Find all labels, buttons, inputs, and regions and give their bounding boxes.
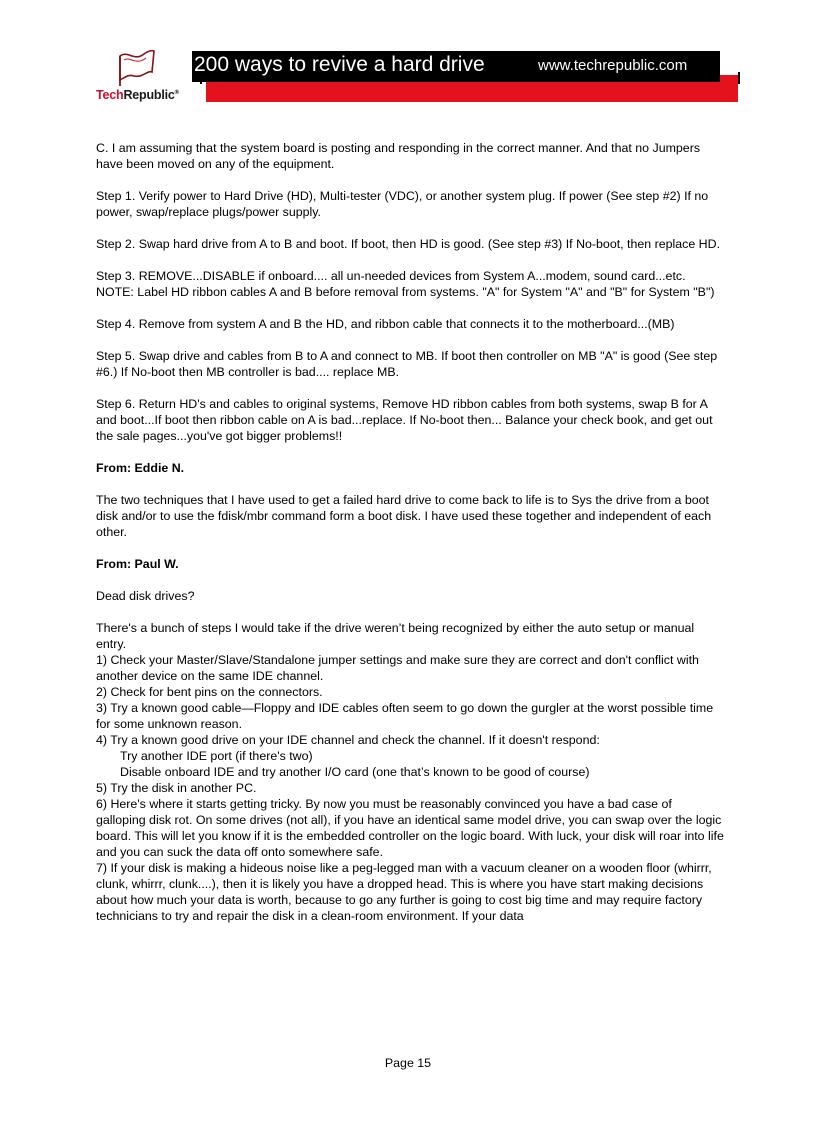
paragraph: NOTE: Label HD ribbon cables A and B before removal from systems. "A" for System "A" and "B" for System "B"): [96, 285, 715, 299]
paragraph: Step 2. Swap hard drive from A to B and boot. If boot, then HD is good. (See step #3) If No-boot, then replace HD.: [96, 237, 721, 251]
author-heading: From: Paul W.: [96, 557, 179, 571]
techrepublic-logo: [94, 48, 186, 104]
paragraph: Step 6. Return HD's and cables to original systems, Remove HD ribbon cables from both systems, swap B for A and boot...If boot then ribbon cable on A is bad...replace. If No-boot then... Balance your check book, and get out the sale pages...you've got bigger problems!!: [96, 397, 713, 443]
sub-list-item: Try another IDE port (if there's two): [120, 749, 313, 763]
page-title: 200 ways to revive a hard drive: [194, 53, 485, 76]
paragraph: The two techniques that I have used to get a failed hard drive to come back to life is to Sys the drive from a boot disk and/or to use the fdisk/mbr command form a boot disk. I have used these together and independent of each other.: [96, 493, 712, 539]
list-item: 4) Try a known good drive on your IDE channel and check the channel. If it doesn't respond:: [96, 733, 600, 747]
flag-icon: [114, 48, 160, 88]
paragraph: Dead disk drives?: [96, 589, 195, 603]
paragraph: C. I am assuming that the system board is posting and responding in the correct manner. And that no Jumpers have been moved on any of the equipment.: [96, 141, 701, 171]
paragraph: There's a bunch of steps I would take if the drive weren’t being recognized by either the auto setup or manual entry.: [96, 621, 695, 651]
list-item: 7) If your disk is making a hideous noise like a peg-legged man with a vacuum cleaner on a wooden floor (whirrr, clunk, whirrr, clunk....), then it is likely you have a dropped head. This is where you have start making decisions about how much your data is worth, because to go any further is going to cost big time and may require factory technicians to try and repair the disk in a clean-room environment. If your data: [96, 861, 712, 923]
list-item: 5) Try the disk in another PC.: [96, 781, 257, 795]
list-item: 6) Here's where it starts getting tricky. By now you must be reasonably convinced you have a bad case of galloping disk rot. On some drives (not all), if you have an identical same model drive, you can swap over the logic board. This will let you know if it is the embedded controller on the logic board. With luck, your disk will roar into life and you can suck the data off onto somewhere safe.: [96, 797, 724, 859]
document-body: [96, 140, 724, 924]
sub-list-item: Disable onboard IDE and try another I/O card (one that’s known to be good of course): [120, 765, 590, 779]
paragraph: Step 3. REMOVE...DISABLE if onboard.... all un-needed devices from System A...modem, sound card...etc.: [96, 269, 686, 283]
list-item: 2) Check for bent pins on the connectors.: [96, 685, 323, 699]
page-number: Page 15: [384, 1056, 432, 1070]
paragraph: Step 1. Verify power to Hard Drive (HD), Multi-tester (VDC), or another system plug. If power (See step #2) If no power, swap/replace plugs/power supply.: [96, 189, 709, 219]
list-item: 1) Check your Master/Slave/Standalone jumper settings and make sure they are correct and don't conflict with another device on the same IDE channel.: [96, 653, 699, 683]
logo-text: TechRepublic®: [96, 88, 179, 102]
list-item: 3) Try a known good cable—Floppy and IDE cables often seem to go down the gurgler at the worst possible time for some unknown reason.: [96, 701, 714, 731]
paragraph: Step 4. Remove from system A and B the HD, and ribbon cable that connects it to the motherboard...(MB): [96, 317, 675, 331]
author-heading: From: Eddie N.: [96, 461, 185, 475]
paragraph: Step 5. Swap drive and cables from B to A and connect to MB. If boot then controller on MB "A" is good (See step #6.) If No-boot then MB controller is bad.... replace MB.: [96, 349, 718, 379]
site-url: www.techrepublic.com: [538, 57, 688, 74]
